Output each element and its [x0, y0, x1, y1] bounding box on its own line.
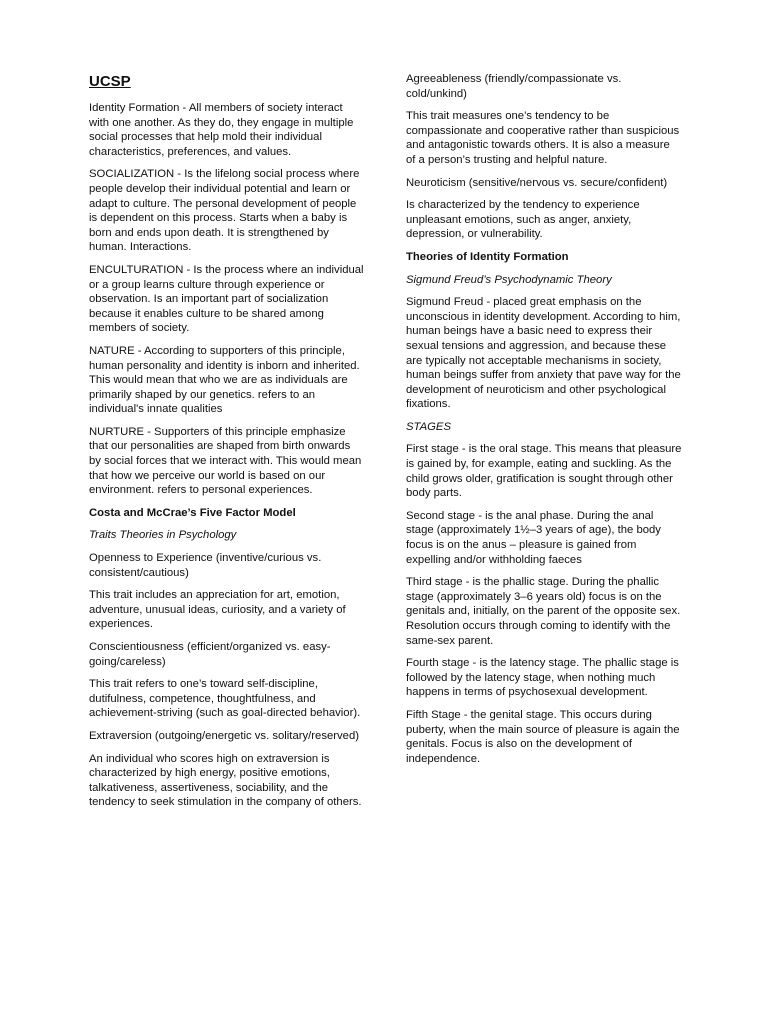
openness-heading: Openness to Experience (inventive/curious vs. consistent/cautious): [89, 552, 322, 579]
freud-paragraph: Sigmund Freud - placed great emphasis on the unconscious in identity development. According to him, human beings have a basic need to express their sexual tensions and aggression, and because these are typically not acceptable mechanisms in society, human beings suffer from anxiety that pave way for the development of neuroticism and other psychological fixations.: [406, 296, 681, 411]
five-factor-heading: Costa and McCrae’s Five Factor Model: [89, 506, 296, 519]
fifth-stage-paragraph: Fifth Stage - the genital stage. This occurs during puberty, when the main source of pleasure is again the genitals. Focus is also on the development of independence.: [406, 708, 680, 765]
traits-theories-subheading: Traits Theories in Psychology: [89, 529, 237, 542]
extraversion-heading: Extraversion (outgoing/energetic vs. solitary/reserved): [89, 729, 359, 742]
conscientiousness-heading: Conscientiousness (efficient/organized vs. easy-going/careless): [89, 641, 331, 668]
stages-subheading: STAGES: [406, 420, 451, 433]
conscientiousness-paragraph: This trait refers to one’s toward self-discipline, dutifulness, competence, thoughtfulness, and achievement-striving (such as goal-directed behavior).: [89, 678, 361, 720]
nurture-paragraph: NURTURE - Supporters of this principle emphasize that our personalities are shaped from birth onwards by social forces that we interact with. This would mean that how we perceive our world is based on our environment. refers to personal experiences.: [89, 425, 362, 497]
third-stage-paragraph: Third stage - is the phallic stage. During the phallic stage (approximately 3–6 years old) focus is on the genitals and, initially, on the parent of the opposite sex. Resolution occurs through coming to identify with the same-sex parent.: [406, 576, 681, 647]
theories-heading: Theories of Identity Formation: [406, 250, 569, 263]
openness-paragraph: This trait includes an appreciation for art, emotion, adventure, unusual ideas, curiosity, and a variety of experiences.: [89, 589, 346, 631]
fourth-stage-paragraph: Fourth stage - is the latency stage. The phallic stage is followed by the latency stage, when nothing much happens in terms of psychosexual development.: [406, 657, 679, 699]
first-stage-paragraph: First stage - is the oral stage. This means that pleasure is gained by, for example, eating and suckling. As the child grows older, gratification is sought through other body parts.: [406, 443, 682, 500]
enculturation-paragraph: ENCULTURATION - Is the process where an individual or a group learns culture through experience or observation. Is an important part of socialization because it enables culture to be shared among members of society.: [89, 263, 364, 335]
extraversion-paragraph: An individual who scores high on extraversion is characterized by high energy, positive emotions, talkativeness, assertiveness, sociability, and the tendency to seek stimulation in the company of others.: [89, 752, 362, 809]
left-column: [89, 72, 365, 818]
nature-paragraph: NATURE - According to supporters of this principle, human personality and identity is inborn and inherited. This would mean that who we are as individuals are primarily shaped by our genetics. refers to an individual's innate qualities: [89, 344, 360, 416]
agreeableness-paragraph: This trait measures one’s tendency to be compassionate and cooperative rather than suspicious and antagonistic towards others. It is also a measure of a person’s trusting and helpful nature.: [406, 110, 680, 166]
socialization-paragraph: SOCIALIZATION - Is the lifelong social process where people develop their individual potential and learn or adapt to culture. The personal development of people is dependent on this process. Starts when a baby is born and ends upon death. It is strengthened by human. Interactions.: [89, 168, 360, 254]
neuroticism-paragraph: Is characterized by the tendency to experience unpleasant emotions, such as anger, anxiety, depression, or vulnerability.: [406, 199, 640, 241]
freud-subheading: Sigmund Freud’s Psychodynamic Theory: [406, 273, 612, 286]
document-title: UCSP: [89, 73, 131, 90]
second-stage-paragraph: Second stage - is the anal phase. During the anal stage (approximately 1½–3 years of age), the body focus is on the anus – pleasure is gained from expelling and/or withholding faeces: [406, 509, 661, 566]
agreeableness-heading: Agreeableness (friendly/compassionate vs. cold/unkind): [406, 73, 622, 100]
identity-formation-paragraph: Identity Formation - All members of society interact with one another. As they do, they engage in multiple social processes that help mold their individual characteristics, preferences, and values.: [89, 102, 354, 158]
neuroticism-heading: Neuroticism (sensitive/nervous vs. secure/confident): [406, 176, 668, 189]
right-column: [406, 72, 682, 774]
